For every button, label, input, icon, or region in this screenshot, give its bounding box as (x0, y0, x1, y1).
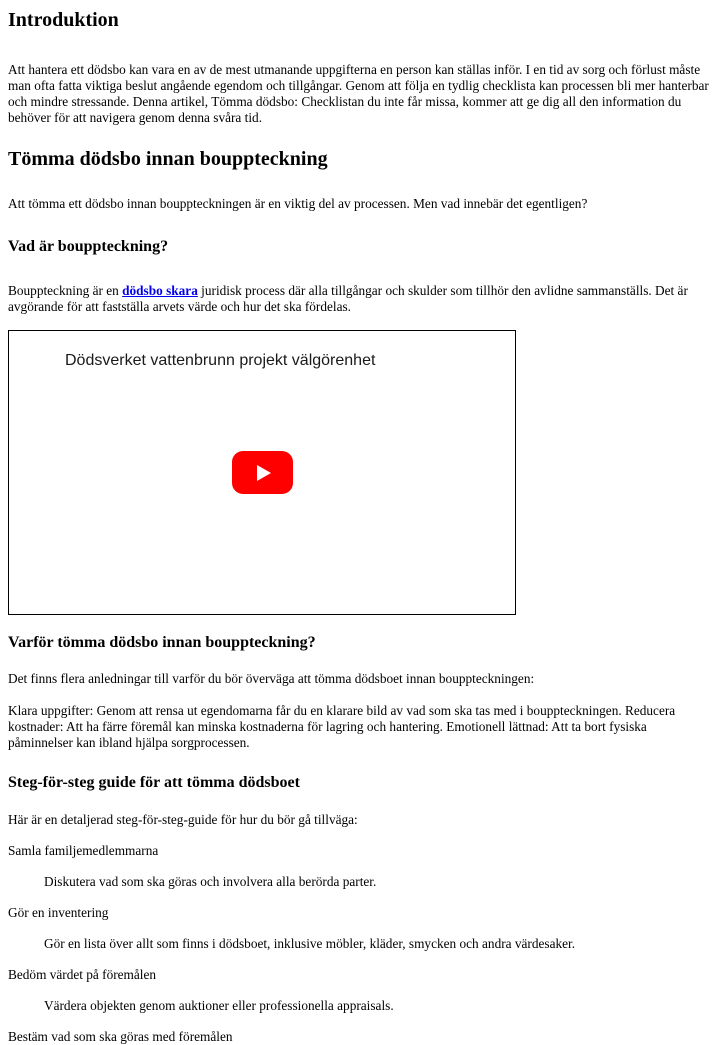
video-title[interactable]: Dödsverket vattenbrunn projekt välgörenhet (65, 352, 376, 369)
article (0, 9, 720, 1045)
varfor-heading: Varför tömma dödsbo innan bouppteckning? (8, 634, 316, 651)
vad-paragraph (8, 283, 712, 315)
step-title: Bestäm vad som ska göras med föremålen (8, 1029, 233, 1044)
tomma-heading: Tömma dödsbo innan bouppteckning (8, 148, 328, 170)
play-triangle-icon (257, 465, 271, 481)
varfor-paragraph: Det finns flera anledningar till varför du bör överväga att tömma dödsboet innan bouppteckningen: (8, 671, 535, 686)
tomma-paragraph: Att tömma ett dödsbo innan bouppteckningen är en viktig del av processen. Men vad innebär det egentligen? (8, 196, 588, 211)
intro-paragraph: Att hantera ett dödsbo kan vara en av de mest utmanande uppgifterna en person kan ställas inför. I en tid av sorg och förlust måste man ofta fatta viktiga beslut angående egendom och tillgångar. Genom att följa en tydlig checklista kan processen bli mer hanterbar och mindre stressande. Denna artikel, Tömma dödsbo: Checklistan du inte får missa, kommer att ge dig all den information du behöver för att navigera genom denna svåra tid. (8, 62, 709, 125)
step-detail: Gör en lista över allt som finns i dödsboet, inklusive möbler, kläder, smycken och andra värdesaker. (44, 936, 576, 951)
step-detail: Värdera objekten genom auktioner eller professionella appraisals. (44, 998, 394, 1013)
steg-heading: Steg-för-steg guide för att tömma dödsboet (8, 774, 300, 791)
vad-text-after: juridisk process där alla tillgångar och skulder som tillhör den avlidne sammanställs. Det är avgörande för att fastställa arvets värde och hur det ska fördelas. (8, 283, 688, 314)
intro-heading: Introduktion (8, 9, 119, 31)
step-detail: Diskutera vad som ska göras och involvera alla berörda parter. (44, 874, 377, 889)
steg-paragraph: Här är en detaljerad steg-för-steg-guide för hur du bör gå tillväga: (8, 812, 358, 827)
video-embed[interactable] (8, 330, 516, 615)
step-title: Bedöm värdet på föremålen (8, 967, 157, 982)
vad-text-before: Bouppteckning är en (8, 283, 123, 298)
dodsbo-skara-link[interactable]: dödsbo skara (122, 283, 198, 298)
vad-heading: Vad är bouppteckning? (8, 238, 169, 255)
varfor-reasons: Klara uppgifter: Genom att rensa ut egendomarna får du en klarare bild av vad som ska tas med i bouppteckningen. Reducera kostnader: Att ha färre föremål kan minska kostnaderna för lagring och hantering. Emotionell lättnad: Att ta bort fysiska påminnelser kan ibland hjälpa sorgprocessen. (8, 703, 676, 750)
step-title: Gör en inventering (8, 905, 109, 920)
youtube-play-icon[interactable] (232, 451, 293, 494)
step-title: Samla familjemedlemmarna (8, 843, 159, 858)
